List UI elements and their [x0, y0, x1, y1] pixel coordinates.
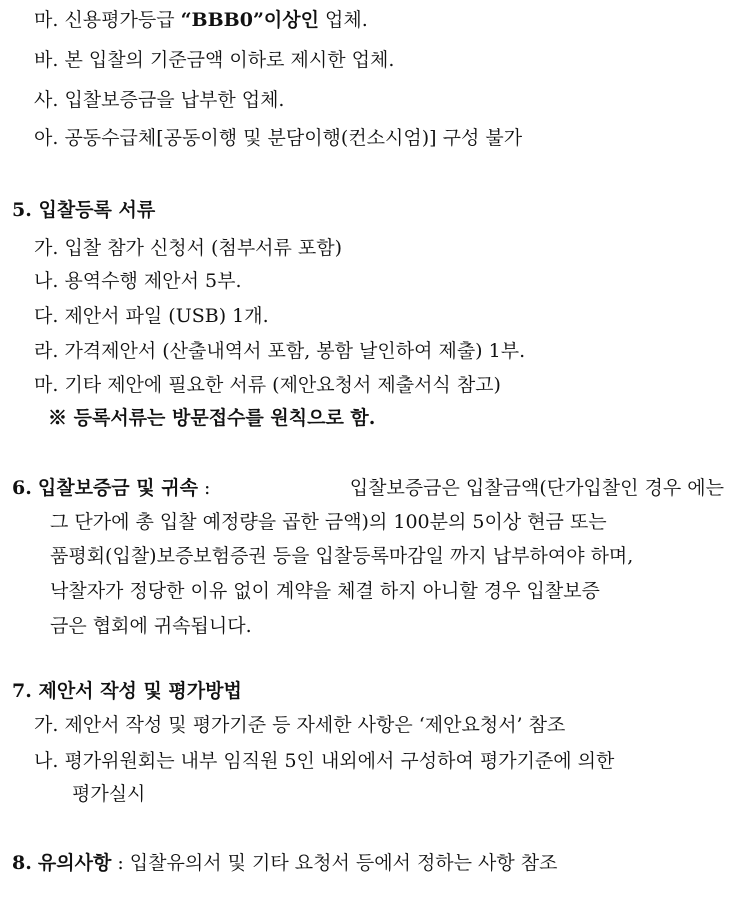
list-text: 가격제안서 (산출내역서 포함, 봉함 날인하여 제출) 1부. [64, 340, 526, 362]
list-marker: 바. [34, 49, 59, 71]
credit-rating-requirement: “BBB0”이상인 [180, 9, 319, 31]
list-text: 입찰 참가 신청서 (첨부서류 포함) [64, 237, 343, 259]
section-8-line [12, 851, 558, 875]
list-text: 용역수행 제안서 5부. [64, 270, 242, 292]
list-item-sa [34, 88, 284, 112]
section-number: 8. [12, 852, 32, 874]
section-7-item-ga [34, 713, 565, 737]
section-number: 5. [12, 199, 32, 221]
list-marker: 라. [34, 340, 59, 362]
list-marker: 가. [34, 237, 59, 259]
list-text: 평가위원회는 내부 임직원 5인 내외에서 구성하여 평가기준에 의한 [64, 750, 615, 772]
list-text: 본 입찰의 기준금액 이하로 제시한 업체. [64, 49, 395, 71]
section-number: 6. [12, 477, 32, 499]
list-marker: 사. [34, 89, 59, 111]
section-5-item-na [34, 269, 242, 293]
section-6-line-5: 금은 협회에 귀속됩니다. [50, 615, 252, 637]
section-5-item-da [34, 304, 269, 328]
section-5-note: ※ 등록서류는 방문접수를 원칙으로 함. [48, 407, 376, 429]
section-6-text-1: 입찰보증금은 입찰금액(단가입찰인 경우 에는 [349, 477, 724, 499]
list-marker: 마. [34, 9, 59, 31]
section-8-text: 입찰유의서 및 기타 요청서 등에서 정하는 사항 참조 [129, 852, 558, 874]
section-6-line-1 [12, 476, 724, 500]
section-5-heading [12, 198, 155, 222]
list-text: 신용평가등급 [64, 9, 181, 31]
section-7-item-na [34, 749, 614, 773]
list-marker: 나. [34, 750, 59, 772]
section-title: 입찰보증금 및 귀속 [37, 477, 198, 499]
section-title: 입찰등록 서류 [38, 199, 156, 221]
section-5-item-ga [34, 236, 342, 260]
section-7-item-na-continuation: 평가실시 [72, 783, 146, 805]
section-6-line-2: 그 단가에 총 입찰 예정량을 곱한 금액)의 100분의 5이상 현금 또는 [50, 511, 607, 533]
list-item-ba [34, 48, 394, 72]
section-7-heading [12, 679, 242, 703]
list-text: 제안서 파일 (USB) 1개. [64, 305, 269, 327]
list-text: 제안서 작성 및 평가기준 등 자세한 사항은 ‘제안요청서’ 참조 [64, 714, 566, 736]
list-item-ma [34, 8, 368, 32]
section-number: 7. [12, 680, 32, 702]
list-text: 입찰보증금을 납부한 업체. [64, 89, 285, 111]
section-5-item-ma [34, 373, 501, 397]
list-marker: 다. [34, 305, 59, 327]
colon: : [111, 852, 130, 874]
list-item-a [34, 126, 522, 150]
section-title: 제안서 작성 및 평가방법 [38, 680, 242, 702]
section-title: 유의사항 [37, 852, 112, 874]
list-marker: 나. [34, 270, 59, 292]
colon: : [197, 477, 211, 499]
list-marker: 아. [34, 127, 59, 149]
list-text: 기타 제안에 필요한 서류 (제안요청서 제출서식 참고) [64, 374, 501, 396]
section-6-line-4: 낙찰자가 정당한 이유 없이 계약을 체결 하지 아니할 경우 입찰보증 [50, 580, 600, 602]
list-text-end: 업체. [318, 9, 368, 31]
list-marker: 가. [34, 714, 59, 736]
list-marker: 마. [34, 374, 59, 396]
list-text: 공동수급체[공동이행 및 분담이행(컨소시엄)] 구성 불가 [64, 127, 523, 149]
section-5-item-ra [34, 339, 525, 363]
section-6-line-3: 품평회(입찰)보증보험증권 등을 입찰등록마감일 까지 납부하여야 하며, [50, 545, 634, 567]
